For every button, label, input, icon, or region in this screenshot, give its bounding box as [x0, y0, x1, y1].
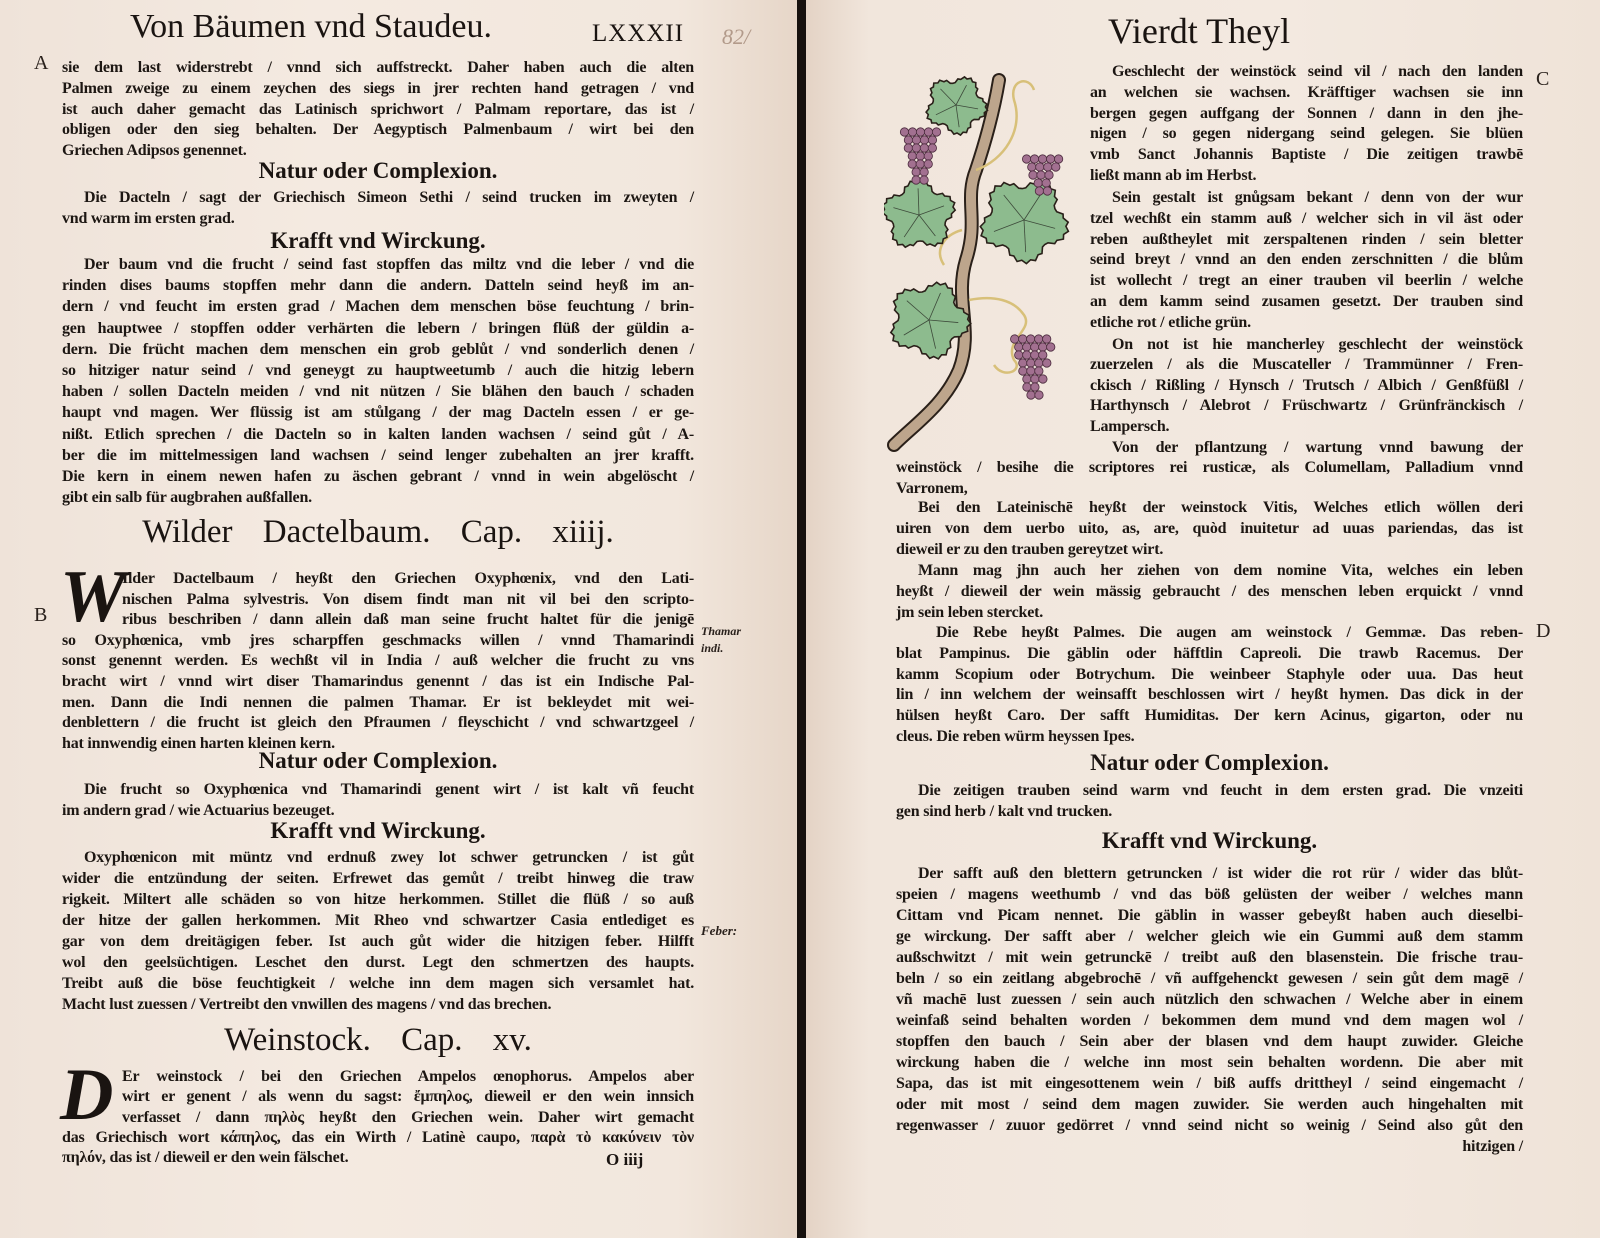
grape-cluster — [924, 128, 932, 136]
grape-cluster — [1030, 155, 1038, 163]
text-line: rinden dises baums stopffen mehr dann die andern. Datteln seind heyß im an- — [62, 277, 694, 295]
text-line: Die zeitigen trauben seind warm vnd feucht in dem ersten grad. Die vnzeiti — [918, 782, 1523, 799]
section-heading: Krafft vnd Wirckung. — [1101, 828, 1318, 853]
text-line: reben außtheylet mit zerspaltenen rinden / sein bletter — [1090, 230, 1523, 248]
text-line: etliche rot / etliche grün. — [1090, 313, 1251, 331]
grape-cluster — [1044, 163, 1052, 171]
grape-cluster — [912, 136, 920, 144]
drop-cap-initial: W — [60, 556, 126, 638]
text-line: das Griechisch wort κάπηλος, das ein Wirth / Latinè caupo, παρὰ τὸ κακύνειν τὸν — [62, 1128, 694, 1146]
text-line: an dem kamm seind zusamen gesetzt. Der trauben sind — [1090, 293, 1523, 310]
grape-cluster — [1039, 375, 1047, 383]
text-line: verfasset / dann πηλὸς heyßt den Griechen wein. Daher wirt gemacht — [122, 1108, 694, 1126]
text-line: Die Dacteln / sagt der Griechisch Simeon Sethi / seind trucken im zweyten / — [84, 189, 694, 206]
grape-cluster — [1031, 383, 1039, 391]
text-line: ist auch daher gemacht das Latinisch sprichwort / Palmam reportare, das ist / — [62, 100, 694, 118]
text-line: nigen / so gegen nidergang seind gelegen. Sie blüen — [1090, 125, 1523, 143]
text-line: Geschlecht der weinstöck seind vil / nach den landen — [1112, 63, 1523, 80]
text-line: weinstöck / besihe die scriptores rei rusticæ, als Columellam, Palladium vnnd — [896, 459, 1523, 477]
text-line: Bei den Lateinischē heyßt der weinstock Vitis, Welches etlich wöllen deri — [918, 499, 1523, 516]
grape-cluster — [1035, 359, 1043, 367]
grape-cluster — [1015, 351, 1023, 359]
running-title: Vierdt Theyl — [1108, 11, 1291, 51]
grape-cluster — [912, 176, 920, 184]
text-line: denblettern / die frucht ist gleich den Pfraumen / fleyschicht / vnd schwartzgeel / — [62, 714, 694, 732]
grape-cluster — [1035, 335, 1043, 343]
grape-cluster — [1045, 171, 1053, 179]
grape-cluster — [1019, 335, 1027, 343]
text-line: Mann mag jhn auch her ziehen von dem nomine Vita, welches ein leben — [918, 562, 1523, 579]
grape-cluster — [1023, 343, 1031, 351]
text-line: ckisch / Rißling / Hynsch / Trutsch / Albich / Genßfüßl / — [1090, 376, 1523, 394]
margin-letter-c: C — [1536, 68, 1550, 90]
grape-cluster — [924, 152, 932, 160]
grape-cluster — [1037, 171, 1045, 179]
text-line: stopffen den bauch / Sein aber der blasen vnd dem haupt zuwider. Gleiche — [896, 1033, 1523, 1050]
text-line: obligen oder den sieg behalten. Der Aegyptisch Palmenbaum / wirt bei den — [62, 121, 694, 139]
text-line: ber die im mittelmessigen land wachsen / seind lenger zubehalten an jrer krafft. — [62, 446, 694, 464]
text-line: Sapa, das ist mit eingesottenem wein / biß auffs drittheyl / seind eingemacht / — [896, 1075, 1523, 1092]
text-line: dern. Die frücht machen dem menschen ein grob geblůt / vnd sonderlich denen / — [62, 340, 694, 358]
grape-cluster — [900, 128, 908, 136]
text-line: Griechen Adipsos genennet. — [62, 142, 247, 160]
drop-cap-initial: D — [60, 1054, 114, 1136]
text-line: haben / sollen Dacteln meiden / vnd nit nützen / Sie blähen den bauch / schaden — [62, 383, 694, 401]
text-line: Er weinstock / bei den Griechen Ampelos œnophorus. Ampelos aber — [122, 1068, 694, 1085]
text-line: tzel wechßt ein stamm auß / welcher sich in vil äst oder — [1090, 209, 1523, 227]
text-line: sonst genennt werden. Es wechßt vil in India / auß welcher die frucht zu vns — [62, 652, 694, 670]
section-heading: Krafft vnd Wirckung. — [270, 818, 486, 843]
text-line: speien / magens weethumb / vnd das böß gelüsten der weiber / welches mann — [896, 886, 1523, 903]
margin-letter-b: B — [34, 604, 48, 626]
grape-cluster — [1027, 367, 1035, 375]
grape-cluster — [1043, 359, 1051, 367]
text-line: hülsen heyßt Caro. Der safft Humiditas. Der kern Acinus, gigarton, oder nu — [896, 707, 1523, 725]
text-line: weinfaß seind behalten worden / bekommen dem mund vnd dem magen wol / — [896, 1012, 1523, 1029]
text-line: vnd warm im ersten grad. — [62, 209, 235, 227]
vine-leaf — [884, 179, 955, 247]
margin-letter-d: D — [1536, 620, 1551, 642]
grape-cluster — [1019, 367, 1027, 375]
text-line: πηλόν, das ist / dieweil er den wein fälschet. — [62, 1149, 349, 1167]
chapter-heading: Weinstock. Cap. xv. — [224, 1022, 532, 1058]
text-line: Der baum vnd die frucht / seind fast stopffen das miltz vnd die leber / vnd die — [84, 256, 694, 273]
text-line: seind breyt / vnnd an den enden zerschnitten / die blům — [1090, 251, 1523, 269]
grape-cluster — [920, 144, 928, 152]
text-line: der hitze der gallen herkommen. Mit Rheo vnd schwartzer Casia entlediget es — [62, 912, 694, 929]
grape-cluster — [1046, 155, 1054, 163]
grape-cluster — [908, 160, 916, 168]
grape-cluster — [1034, 179, 1042, 187]
text-line: Harthynsch / Alebrot / Früschwartz / Grünfränckisch / — [1090, 397, 1523, 415]
book-gutter — [797, 0, 806, 1238]
text-line: regenwasser / zuuor gedörret / vnnd seind nicht so weinig / Seind also gůt den — [896, 1117, 1523, 1134]
grape-cluster — [1035, 187, 1043, 195]
grape-cluster — [1023, 375, 1031, 383]
text-line: wirckung haben die / welche inn most sein behalten wordenn. Die aber mit — [896, 1054, 1523, 1071]
text-line: bracht wirt / vnnd wirt diser Thamarindus genennt / das ist ein Indische Pal- — [62, 673, 694, 690]
margin-note-indi: indi. — [701, 641, 724, 655]
grape-cluster — [928, 144, 936, 152]
text-line: Oxyphœnicon mit müntz vnd erdnuß zwey lot schwer getruncken / ist gůt — [84, 849, 694, 866]
text-line: wider die entzündung der seiten. Erfrewet das gemůt / treibt hinweg die traw — [62, 870, 694, 887]
text-line: ge wirckung. Der safft aber / welcher gleich wie ein Gummi auß dem stamm — [896, 928, 1523, 945]
text-line: gar von dem dreitägigen feber. Ist auch gůt wider die hitzigen feber. Hilfft — [62, 933, 694, 950]
grape-cluster — [1047, 343, 1055, 351]
grape-cluster — [908, 128, 916, 136]
text-line: ist wollecht / tregt an einer trauben vil beerlin / welche — [1090, 272, 1523, 290]
text-line: Macht lust zuessen / Vertreibt den vnwillen des magens / vnd das brechen. — [62, 996, 552, 1013]
grape-cluster — [1011, 335, 1019, 343]
grape-cluster — [1027, 335, 1035, 343]
grape-cluster — [1043, 335, 1051, 343]
text-line: Sein gestalt ist gnůgsam bekant / denn von der wur — [1112, 189, 1523, 206]
grape-cluster — [1027, 359, 1035, 367]
text-line: Ilder Dactelbaum / heyßt den Griechen Oxyphœnix, vnd den Lati- — [122, 570, 694, 587]
text-line: vmb Sanct Johannis Baptiste / Die zeitigen trawbē — [1090, 146, 1523, 164]
text-line: gen hauptwee / stopffen odder verhärten die lebern / bringen flüß der güldin a- — [62, 319, 694, 337]
grape-cluster — [1035, 391, 1043, 399]
text-line: wirt er genent / als wenn du sagst: ἔμπηλος, dieweil er den wein innsich — [122, 1088, 694, 1106]
text-line: gen sind herb / kalt vnd trucken. — [896, 803, 1113, 820]
grapevine-illustration — [884, 60, 1084, 455]
text-line: Cittam vnd Picam nennet. Die gäblin in wasser gebeyßt haben auch dieselbi- — [896, 907, 1523, 924]
text-line: hat innwendig einen harten kleinen kern. — [62, 734, 335, 752]
section-heading: Natur oder Complexion. — [258, 748, 498, 773]
text-line: rigkeit. Miltert alle schäden so von hitze herkommen. Stillet die flüß / so auß — [62, 891, 694, 908]
section-heading: Natur oder Complexion. — [1090, 750, 1329, 775]
text-line: gibt ein salb für augbrahen außfallen. — [62, 489, 312, 507]
grape-cluster — [1029, 171, 1037, 179]
text-line: Die Rebe heyßt Palmes. Die augen am weinstock / Gemmæ. Das reben- — [936, 624, 1523, 641]
text-line: Die kern in einem newen hafen zu äschen gebrant / vnnd in wein abgelöscht / — [62, 468, 694, 485]
handwritten-folio: 82/ — [722, 24, 751, 49]
margin-note-thamar: Thamar — [701, 624, 742, 638]
grape-cluster — [920, 136, 928, 144]
grape-cluster — [1039, 343, 1047, 351]
text-line: Palmen zweige zu einem zeychen des siegs in jrer rechten hand getragen / vnd — [62, 79, 694, 97]
grape-cluster — [916, 128, 924, 136]
text-line: Lampersch. — [1090, 417, 1170, 435]
text-line: zuerzelen / als die Muscateller / Trammünner / Fren- — [1090, 356, 1523, 374]
text-line: kamm Scopium oder Botrychum. Die weinbeer Staphyle oder uua. Das heut — [896, 665, 1523, 683]
left-page — [0, 0, 797, 1238]
grape-cluster — [1019, 359, 1027, 367]
section-heading: Krafft vnd Wirckung. — [270, 228, 486, 253]
text-line: Der safft auß den blettern getruncken / ist wider die rot rür / wider das blůt- — [918, 865, 1523, 882]
text-line: oder mit most / seind dem magen zuwider. Sie werden auch hingehalten mit — [896, 1096, 1523, 1113]
text-line: On not ist hie mancherley geschlecht der weinstöck — [1112, 336, 1523, 353]
margin-letter-a: A — [34, 52, 49, 74]
text-line: sie dem last widerstrebt / vnnd sich auffstreckt. Daher haben auch die alten — [62, 59, 694, 76]
grape-cluster — [1031, 375, 1039, 383]
grape-cluster — [920, 176, 928, 184]
text-line: dern / vnd feucht im ersten grad / Machen dem menschen böse feuchtung / brin- — [62, 298, 694, 316]
grape-cluster — [1038, 155, 1046, 163]
chapter-heading: Wilder Dactelbaum. Cap. xiiij. — [142, 514, 614, 550]
grape-cluster — [920, 168, 928, 176]
text-line: vñ machē lust zuessen / sein auch nützlich den schwachen / Welche aber in einem — [896, 991, 1523, 1008]
grape-cluster — [912, 144, 920, 152]
text-line: hitzigen / — [1462, 1138, 1523, 1155]
text-line: ribus beschriben / dann allein daß man seine frucht haltet für die jenigē — [122, 611, 694, 629]
text-line: beln / so ein zeitlang abgebrochē / vñ auffgehenckt gewesen / sein gůt dem magē / — [896, 970, 1523, 987]
text-line: jm sein leben stercket. — [896, 603, 1044, 621]
grape-cluster — [916, 160, 924, 168]
grape-cluster — [1028, 163, 1036, 171]
grape-cluster — [928, 136, 936, 144]
grape-cluster — [908, 152, 916, 160]
signature-mark: O iiij — [606, 1150, 644, 1169]
grape-cluster — [1023, 383, 1031, 391]
text-line: Varronem, — [896, 479, 968, 497]
text-line: Treibt auß die böse feuchtigkeit / welche inn dem magen sich versamlet hat. — [62, 975, 694, 992]
grape-cluster — [1042, 179, 1050, 187]
text-line: lin / inn welchem der weinsafft beschlossen wirt / heyßt hymen. Das dick in der — [896, 686, 1523, 704]
grape-cluster — [1031, 343, 1039, 351]
text-line: men. Dann die Indi nennen die palmen Thamar. Er ist bekleydet mit wei- — [62, 693, 694, 711]
text-line: so hitziger natur seind / vnd geneygt zu hauptweetumb / auch die hitzig lebern — [62, 362, 694, 379]
grape-cluster — [1031, 351, 1039, 359]
vine-leaf — [926, 77, 987, 135]
grape-cluster — [1015, 343, 1023, 351]
text-line: an welchen sie wachsen. Kräfftiger wachsen sie inn — [1090, 83, 1523, 101]
text-line: nischen Palma sylvestris. Von disem findt man nit vil bei den scripto- — [122, 590, 694, 608]
grape-cluster — [1027, 391, 1035, 399]
grape-cluster — [904, 136, 912, 144]
text-line: bergen gegen auffgang der Sonnen / dann in den jhe- — [1090, 104, 1523, 122]
text-line: haupt vnd magen. Wer flüssig ist am stůlgang / der mag Dacteln essen / er ge- — [62, 404, 694, 422]
grape-cluster — [1039, 351, 1047, 359]
grape-cluster — [904, 144, 912, 152]
grape-cluster — [912, 168, 920, 176]
text-line: heyßt / dieweil der wein mässig gebraucht / des menschen leben erquickt / vnnd — [896, 582, 1523, 600]
text-line: im andern grad / wie Actuarius bezeuget. — [62, 802, 335, 819]
text-line: Von der pflantzung / wartung vnnd bawung der — [1112, 439, 1523, 456]
text-line: nißt. Etlich sprechen / die Dacteln so in kalten landen wachsen / seind gůt / A- — [62, 425, 694, 443]
grape-cluster — [1043, 187, 1051, 195]
text-line: außschwitzt / mit wein getrunckē / treibt auß den blasenstein. Die frische trau- — [896, 949, 1523, 966]
text-line: cleus. Die reben würm heyssen Ipes. — [896, 728, 1135, 745]
grape-cluster — [924, 160, 932, 168]
grape-cluster — [1054, 155, 1062, 163]
grape-cluster — [1035, 367, 1043, 375]
grape-cluster — [932, 128, 940, 136]
grape-cluster — [1022, 155, 1030, 163]
grape-cluster — [1036, 163, 1044, 171]
grape-cluster — [1023, 351, 1031, 359]
text-line: blat Pampinus. Die gäblin oder häfftlin Capreoli. Die trawb Racemus. Der — [896, 644, 1523, 662]
text-line: Die frucht so Oxyphœnica vnd Thamarindi genent wirt / ist kalt vñ feucht — [84, 781, 694, 798]
grape-cluster — [1052, 163, 1060, 171]
section-heading: Natur oder Complexion. — [258, 158, 498, 183]
text-line: wol den geelsüchtigen. Leschet den durst. Legt den schmertzen des haupts. — [62, 954, 694, 971]
text-line: uiren von dem uerbo uito, as, are, quòd inuitetur ad uuas pariendas, das ist — [896, 519, 1523, 537]
grape-cluster — [916, 152, 924, 160]
folio-number: LXXXII — [592, 20, 685, 47]
text-line: ließt mann ab im Herbst. — [1090, 167, 1257, 184]
running-title: Von Bäumen vnd Staudeu. — [130, 8, 493, 45]
text-line: dieweil er zu den trauben gereytzet wirt. — [896, 540, 1164, 558]
text-line: so Oxyphœnica, vmb jres scharpffen geschmacks willen / vnnd Thamarindi — [62, 631, 694, 649]
margin-note-feber: Feber: — [701, 923, 738, 938]
